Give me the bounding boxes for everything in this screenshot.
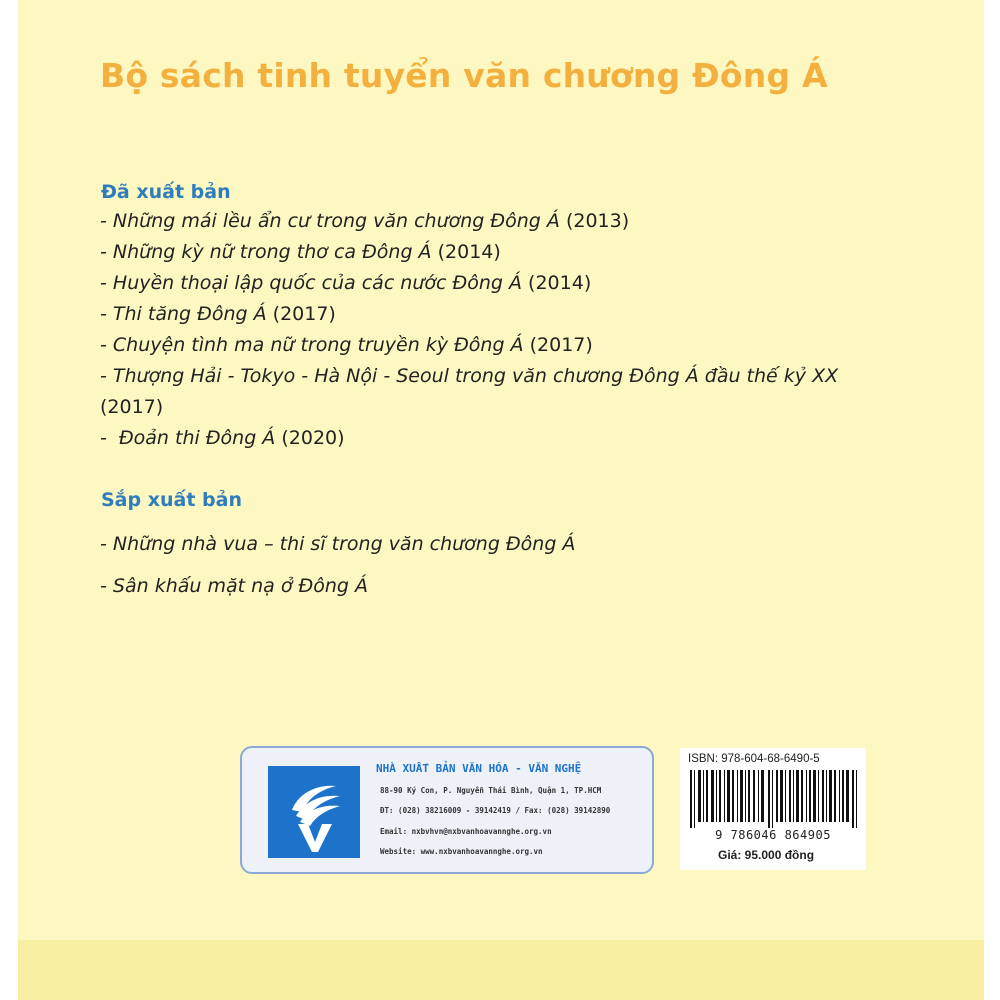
publisher-v-logo-icon <box>268 766 360 858</box>
series-title: Bộ sách tinh tuyển văn chương Đông Á <box>100 56 828 95</box>
book-title: Những mái lều ẩn cư trong văn chương Đông Á <box>112 210 560 232</box>
book-year: (2014) <box>528 272 592 294</box>
isbn-label: ISBN: 978-604-68-6490-5 <box>688 753 820 765</box>
book-year: (2020) <box>281 427 345 449</box>
list-item: - Sân khấu mặt nạ ở Đông Á <box>100 575 368 597</box>
book-year: (2014) <box>437 241 501 263</box>
upcoming-heading: Sắp xuất bản <box>101 489 242 511</box>
publisher-phone: ĐT: (028) 38216009 - 39142419 / Fax: (028) 39142890 <box>380 806 611 815</box>
published-list <box>100 206 880 454</box>
published-heading: Đã xuất bản <box>101 181 231 203</box>
list-item: - Thi tăng Đông Á (2017) <box>100 303 336 325</box>
isbn-barcode-box <box>680 748 866 870</box>
list-item: - Chuyện tình ma nữ trong truyền kỳ Đông Á (2017) <box>100 334 593 356</box>
book-title: Những kỳ nữ trong thơ ca Đông Á <box>112 241 432 263</box>
book-year: (2017) <box>100 396 164 418</box>
list-item: - Thượng Hải - Tokyo - Hà Nội - Seoul trong văn chương Đông Á đầu thế kỷ XX (2017) <box>100 365 839 418</box>
list-item: - Những nhà vua – thi sĩ trong văn chương Đông Á <box>100 533 576 555</box>
book-title: Những nhà vua – thi sĩ trong văn chương Đông Á <box>112 533 576 555</box>
barcode-icon <box>688 770 858 828</box>
publisher-address: 88-90 Ký Con, P. Nguyễn Thái Bình, Quận 1, TP.HCM <box>380 786 602 795</box>
cover-bottom-band <box>18 940 984 1000</box>
publisher-website: Website: www.nxbvanhoavannghe.org.vn <box>380 847 543 856</box>
list-item: - Huyền thoại lập quốc của các nước Đông Á (2014) <box>100 272 592 294</box>
book-year: (2013) <box>565 210 630 232</box>
publisher-email: Email: nxbvhvn@nxbvanhoavannghe.org.vn <box>380 827 552 836</box>
list-item: - Những mái lều ẩn cư trong văn chương Đông Á (2013) <box>100 210 630 232</box>
book-year: (2017) <box>529 334 593 356</box>
upcoming-list <box>100 523 575 607</box>
price-label: Giá: 95.000 đồng <box>718 848 815 862</box>
publisher-name: NHÀ XUẤT BẢN VĂN HÓA - VĂN NGHỆ <box>376 762 582 775</box>
barcode-digits: 9 786046 864905 <box>715 828 831 842</box>
book-title: Thi tăng Đông Á <box>112 303 267 325</box>
book-title: Đoản thi Đông Á <box>118 427 276 449</box>
list-item: - Những kỳ nữ trong thơ ca Đông Á (2014) <box>100 241 501 263</box>
book-title: Chuyện tình ma nữ trong truyền kỳ Đông Á <box>112 334 524 356</box>
publisher-info-box <box>240 746 654 874</box>
page-edge <box>984 0 1000 1000</box>
list-item: - Đoản thi Đông Á (2020) <box>100 427 345 449</box>
book-title: Huyền thoại lập quốc của các nước Đông Á <box>112 272 522 294</box>
book-title: Sân khấu mặt nạ ở Đông Á <box>112 575 368 597</box>
book-title: Thượng Hải - Tokyo - Hà Nội - Seoul trong văn chương Đông Á đầu thế kỷ XX <box>112 365 839 387</box>
book-year: (2017) <box>272 303 336 325</box>
